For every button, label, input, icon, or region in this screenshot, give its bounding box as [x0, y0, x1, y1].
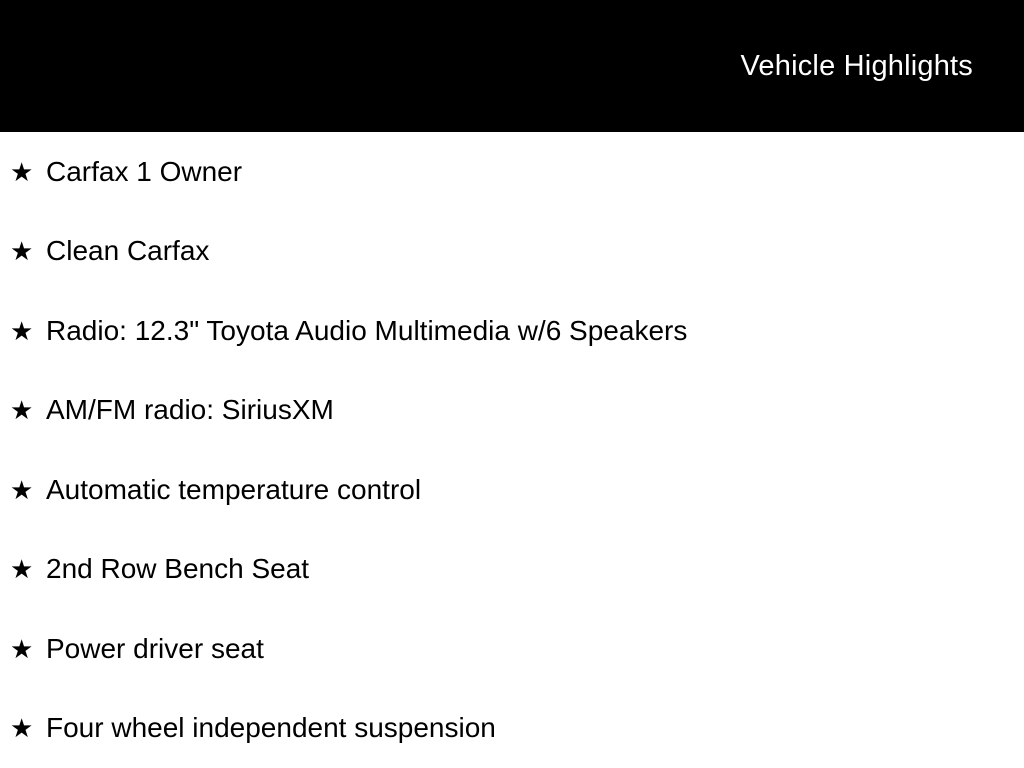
star-icon: ★: [10, 713, 34, 744]
list-item-label: Radio: 12.3" Toyota Audio Multimedia w/6 Speakers: [46, 314, 688, 346]
list-item: [10, 609, 1014, 689]
star-icon: ★: [10, 156, 34, 187]
list-item: [10, 689, 1014, 768]
list-item-label: Clean Carfax: [46, 235, 210, 267]
star-icon: ★: [10, 554, 34, 585]
page-title: Vehicle Highlights: [740, 49, 973, 82]
header-bar: [0, 0, 1024, 132]
list-item-label: 2nd Row Bench Seat: [46, 553, 310, 585]
list-item-label: Automatic temperature control: [46, 473, 422, 505]
star-icon: ★: [10, 395, 34, 426]
star-icon: ★: [10, 474, 34, 505]
list-item-label: Carfax 1 Owner: [46, 155, 243, 187]
list-item-label: AM/FM radio: SiriusXM: [46, 394, 334, 426]
star-icon: ★: [10, 315, 34, 346]
highlights-list: [0, 132, 1024, 768]
list-item-label: Four wheel independent suspension: [46, 712, 496, 744]
list-item: [10, 371, 1014, 451]
list-item: [10, 530, 1014, 610]
list-item: [10, 132, 1014, 212]
list-item: [10, 450, 1014, 530]
list-item: [10, 212, 1014, 292]
star-icon: ★: [10, 236, 34, 267]
star-icon: ★: [10, 633, 34, 664]
list-item: [10, 291, 1014, 371]
list-item-label: Power driver seat: [46, 632, 264, 664]
